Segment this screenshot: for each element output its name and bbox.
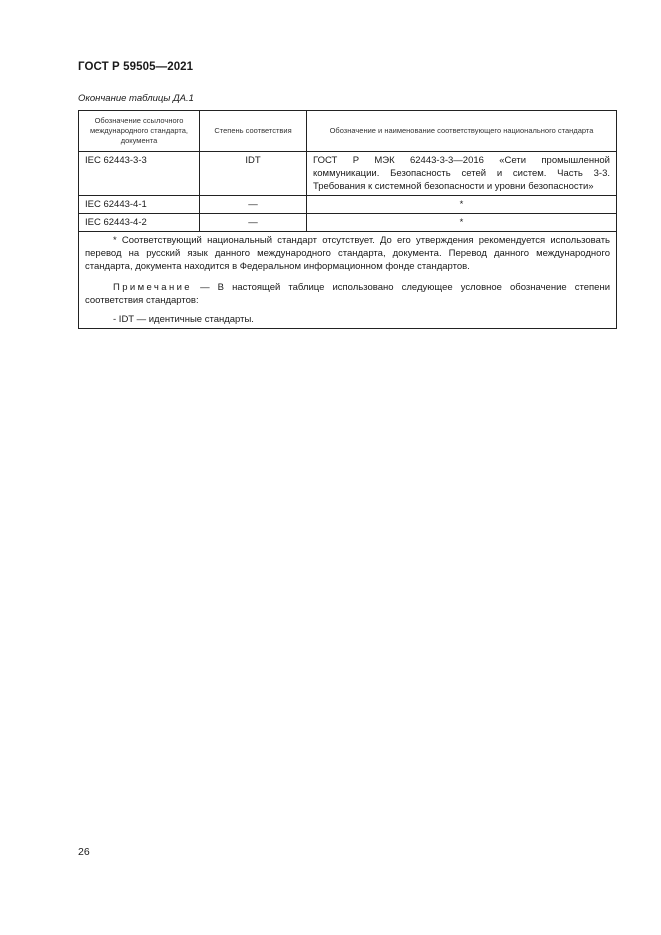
table-footnote-row — [79, 232, 617, 329]
table-row — [79, 152, 617, 196]
table-header-row — [79, 111, 617, 152]
national-standard-cell: * — [307, 196, 617, 214]
reference-standard-cell: IEC 62443-3-3 — [79, 152, 200, 196]
standards-correspondence-table — [78, 110, 617, 329]
note-list-item: - IDT — идентичные стандарты. — [113, 314, 254, 325]
footnote-text: * Соответствующий национальный стандарт отсутствует. До его утверждения рекомендуется использовать перевод на русский язык данного международного стандарта, документа. Перевод данного международного стандарта, документа находится в Федеральном информационном фонде стандартов. — [85, 235, 610, 272]
document-header: ГОСТ Р 59505—2021 — [78, 61, 194, 73]
column-header-reference: Обозначение ссылочного международного стандарта, документа — [79, 111, 200, 152]
footnote-cell — [79, 232, 617, 329]
note-text: — В настоящей таблице использовано следующее условное обозначение степени соответствия стандартов: — [85, 282, 610, 306]
table-row — [79, 196, 617, 214]
reference-standard-cell: IEC 62443-4-1 — [79, 196, 200, 214]
column-header-degree: Степень соответствия — [200, 111, 307, 152]
national-standard-cell: ГОСТ Р МЭК 62443-3-3—2016 «Сети промышленной коммуникации. Безопасность сетей и систем. Часть 3-3. Требования к системной безопасности и уровни безопасности» — [307, 152, 617, 196]
column-header-national-standard: Обозначение и наименование соответствующего национального стандарта — [307, 111, 617, 152]
table-row — [79, 214, 617, 232]
degree-cell: — — [200, 196, 307, 214]
note-label: Примечание — [113, 282, 192, 293]
degree-cell: IDT — [200, 152, 307, 196]
degree-cell: — — [200, 214, 307, 232]
reference-standard-cell: IEC 62443-4-2 — [79, 214, 200, 232]
national-standard-cell: * — [307, 214, 617, 232]
page-number: 26 — [78, 846, 90, 858]
note-paragraph — [85, 281, 610, 307]
table-caption: Окончание таблицы ДА.1 — [78, 93, 194, 104]
